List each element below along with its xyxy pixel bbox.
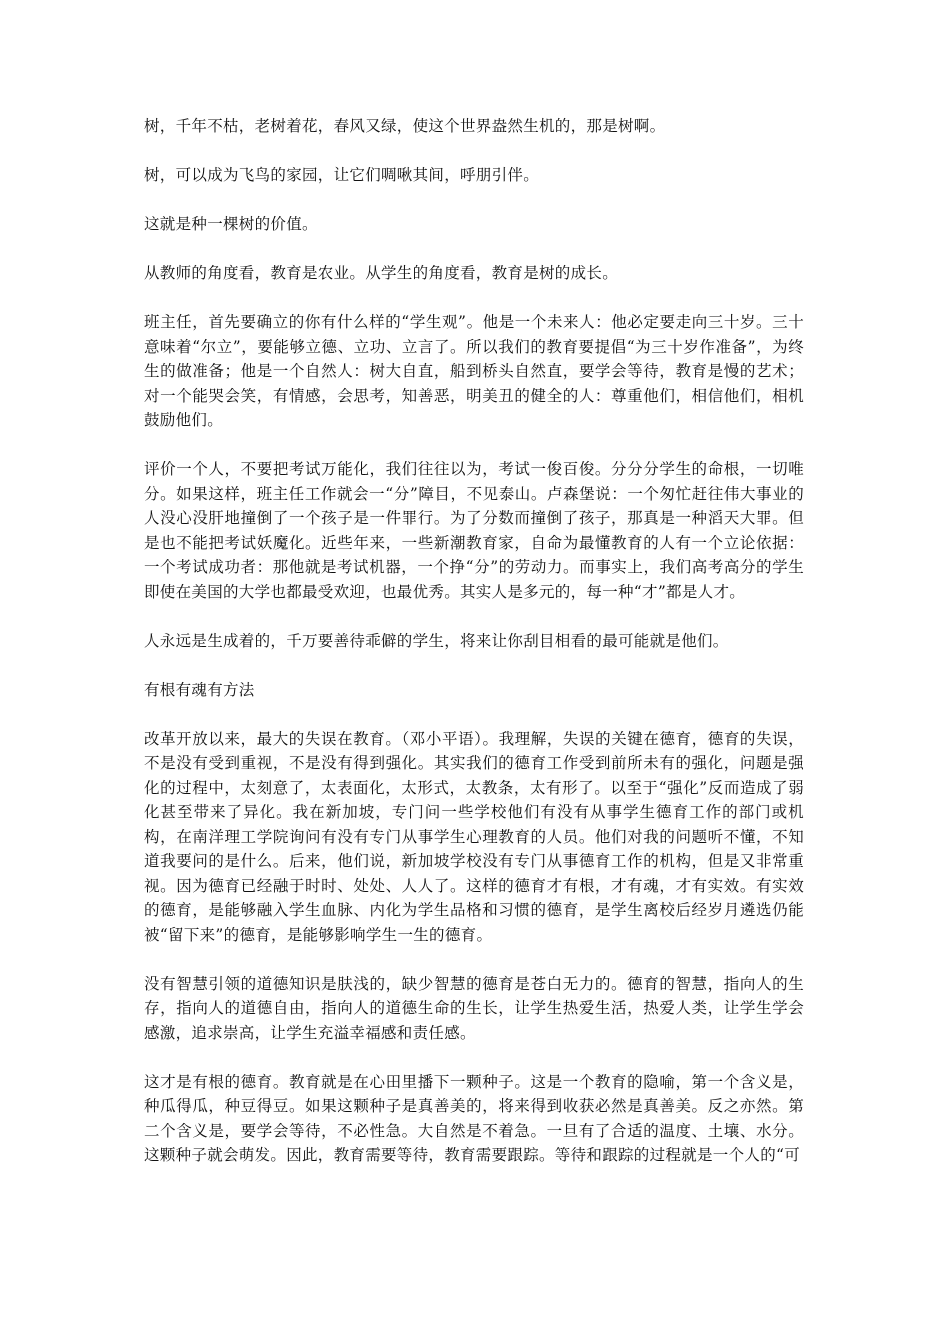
- section-heading: 有根有魂有方法: [144, 680, 255, 699]
- paragraph-6: 评价一个人，不要把考试万能化，我们往往以为，考试一俊百俊。分分分学生的命根，一切唯分。如果这样，班主任工作就会一“分”障目，不见泰山。卢森堡说：一个匆忙赶往伟大事业的人没心没肝地撞倒了一个孩子是一件罪行。为了分数而撞倒了孩子，那真是一种滔天大罪。但是也不能把考试妖魔化。近些年来，一些新潮教育家，自命为最懂教育的人有一个立论依据：一个考试成功者：那他就是考试机器，一个挣“分”的劳动力。而事实上，我们高考高分的学生即使在美国的大学也都最受欢迎，也最优秀。其实人是多元的，每一种“才”都是人才。: [144, 460, 804, 601]
- paragraph-9: 改革开放以来，最大的失误在教育。（邓小平语）。我理解，失误的关键在德育，德育的失误，不是没有受到重视，不是没有得到强化。其实我们的德育工作受到前所未有的强化，问题是强化的过程中，太刻意了，太表面化，太形式，太教条，太有形了。以至于“强化”反而造成了弱化甚至带来了异化。我在新加坡，专门问一些学校他们有没有从事学生德育工作的部门或机构，在南洋理工学院询问有没有专门从事学生心理教育的人员。他们对我的问题听不懂，不知道我要问的是什么。后来，他们说，新加坡学校没有专门从事德育工作的机构，但是又非常重视。因为德育已经融于时时、处处、人人了。这样的德育才有根，才有魂，才有实效。有实效的德育，是能够融入学生血脉、内化为学生品格和习惯的德育，是学生离校后经岁月遴选仍能被“留下来”的德育，是能够影响学生一生的德育。: [144, 729, 804, 944]
- paragraph-4: 从教师的角度看，教育是农业。从学生的角度看，教育是树的成长。: [144, 264, 619, 282]
- paragraph-10: 没有智慧引领的道德知识是肤浅的，缺少智慧的德育是苍白无力的。德育的智慧，指向人的生存，指向人的道德自由，指向人的道德生命的生长，让学生热爱生活，热爱人类，让学生学会感激，追求崇高，让学生充溢幸福感和责任感。: [144, 974, 804, 1042]
- document-body: [144, 114, 804, 1192]
- paragraph-7: 人永远是生成着的，千万要善待乖僻的学生，将来让你刮目相看的最可能就是他们。: [144, 631, 729, 650]
- paragraph-1: 树，千年不枯，老树着花，春风又绿，使这个世界盎然生机的，那是树啊。: [144, 117, 666, 135]
- paragraph-5: 班主任，首先要确立的你有什么样的“学生观”。他是一个未来人：他必定要走向三十岁。三十意味着“尔立”，要能够立德、立功、立言了。所以我们的教育要提倡“为三十岁作准备”，为终生的做准备；他是一个自然人：树大自直，船到桥头自然直，要学会等待，教育是慢的艺术；对一个能哭会笑，有情感，会思考，知善恶，明美丑的健全的人：尊重他们，相信他们，相机鼓励他们。: [144, 313, 804, 429]
- paragraph-3: 这就是种一棵树的价值。: [144, 215, 318, 233]
- paragraph-11: 这才是有根的德育。教育就是在心田里播下一颗种子。这是一个教育的隐喻，第一个含义是，种瓜得瓜，种豆得豆。如果这颗种子是真善美的，将来得到收获必然是真善美。反之亦然。第二个含义是，要学会等待，不必性急。大自然是不着急。一旦有了合适的温度、土壤、水分。这颗种子就会萌发。因此，教育需要等待，教育需要跟踪。等待和跟踪的过程就是一个人的“可: [144, 1072, 804, 1164]
- paragraph-2: 树，可以成为飞鸟的家园，让它们啁啾其间，呼朋引伴。: [144, 166, 540, 184]
